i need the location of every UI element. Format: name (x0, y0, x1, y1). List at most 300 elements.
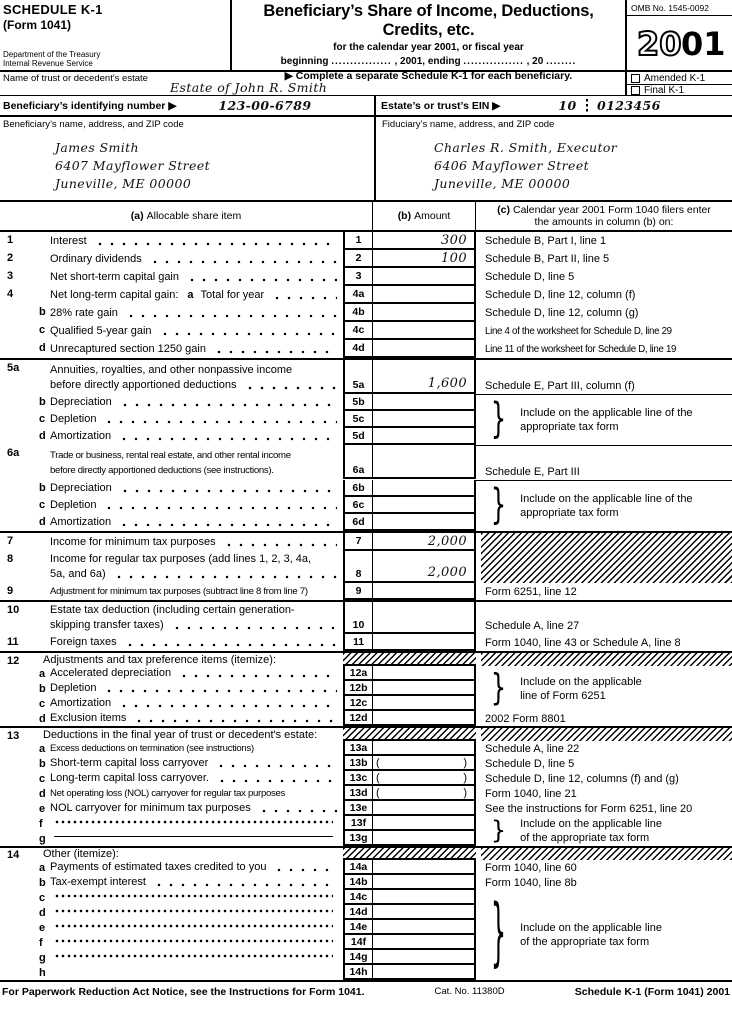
line-number-label (0, 497, 30, 514)
fiduciary-name: Charles R. Smith, Executor (434, 140, 618, 155)
item-text (50, 816, 343, 831)
line-letter-label: a (39, 668, 46, 680)
fiduciary-address-value (434, 139, 732, 193)
beneficiary-id-label: Beneficiary’s identifying number ▶ (3, 99, 177, 112)
amount-value: 2,000 (427, 533, 467, 549)
column-c-cell (476, 232, 732, 358)
line-number-box: 13d (343, 786, 373, 801)
fiscal-beginning-field[interactable]: ................ (331, 56, 392, 67)
hatched-area (343, 728, 476, 741)
band-rows (0, 741, 476, 816)
amount-box-6d[interactable] (373, 514, 476, 531)
item-line (50, 324, 343, 339)
item-label: Income for regular tax purposes (add lines 1, 2, 3, 4a, (50, 553, 312, 565)
line-number-label (0, 860, 30, 875)
form-title-block (232, 0, 625, 82)
item-cell (0, 445, 343, 479)
table-row (0, 634, 476, 651)
line-letter-label: d (39, 430, 46, 442)
band-rows (0, 533, 476, 583)
estate-name-label: Name of trust or decedent's estate (3, 73, 148, 84)
item-label: Net operating loss (NOL) carryover for regular tax purposes (50, 788, 286, 799)
beneficiary-name: James Smith (55, 140, 139, 155)
line-number-label: 8 (7, 553, 14, 565)
beneficiary-id-value: 123-00-6789 (218, 98, 312, 113)
form-number: (Form 1041) (3, 18, 72, 32)
item-text (50, 634, 343, 651)
item-line (50, 954, 343, 962)
dot-leaders (113, 567, 337, 582)
item-text (50, 741, 343, 756)
dot-leaders (103, 681, 337, 696)
amount-box-14h[interactable] (373, 965, 476, 980)
line-letter-label: b (39, 758, 46, 770)
band-rows (0, 666, 476, 711)
line-number-box: 10 (343, 602, 373, 634)
item-text (50, 411, 343, 428)
item-text (50, 831, 343, 846)
line-number-box: 13e (343, 801, 373, 816)
brace-icon: } (490, 480, 507, 530)
item-cell (0, 756, 343, 771)
item-label: Total for year (200, 288, 265, 301)
amount-box-12d[interactable] (373, 711, 476, 726)
ein-suffix-value: 0123456 (597, 98, 661, 113)
line-number-box: 13b (343, 756, 373, 771)
table-band (0, 394, 732, 445)
column-c-cell (476, 890, 732, 980)
item-text (50, 905, 343, 920)
line-letter-label: c (39, 499, 46, 511)
line-letter-label: f (39, 937, 43, 949)
amount-box-5a[interactable] (373, 360, 476, 394)
amount-box-5d[interactable] (373, 428, 476, 445)
beneficiary-street: 6407 Mayflower Street (55, 158, 211, 173)
item-line (50, 756, 343, 771)
amount-box-4c[interactable] (373, 322, 476, 340)
amount-box-13f[interactable] (373, 816, 476, 831)
item-label: Unrecaptured section 1250 gain (50, 342, 206, 355)
table-band (0, 232, 732, 358)
item-cell (0, 965, 343, 980)
form1040-reference: Form 1040, line 21 (485, 787, 577, 800)
fiscal-year-field[interactable]: ........ (546, 56, 577, 67)
form1040-reference: Schedule D, line 12, column (g) (485, 307, 639, 319)
amount-box-6c[interactable] (373, 497, 476, 514)
table-row (0, 801, 476, 816)
amount-box-1[interactable] (373, 232, 476, 250)
item-cell (0, 741, 343, 756)
amended-k1-checkbox[interactable] (631, 74, 640, 83)
brace-note (520, 675, 642, 703)
table-row (0, 411, 476, 428)
band-rows (0, 232, 476, 358)
line-number-box: 5d (343, 428, 373, 445)
amount-value: 300 (440, 232, 467, 248)
line-number-box: 13f (343, 816, 373, 831)
item-line (50, 584, 343, 599)
line-number-label (0, 411, 30, 428)
amount-box-5c[interactable] (373, 411, 476, 428)
item-text (50, 786, 343, 801)
band-rows (0, 860, 476, 890)
item-cell (0, 533, 343, 551)
form-instruction: ▶ Complete a separate Schedule K-1 for each beneficiary. (284, 70, 573, 82)
item-line (50, 412, 343, 427)
hatched-area (481, 848, 732, 860)
fiscal-ending-field[interactable]: ................ (463, 56, 524, 67)
item-cell (0, 666, 343, 681)
schedule-label: SCHEDULE K-1 (3, 2, 103, 17)
item-cell (0, 232, 343, 250)
item-cell (0, 360, 343, 394)
item-cell (0, 250, 343, 268)
line-number-label (0, 831, 30, 846)
table-header (0, 200, 732, 232)
write-in-line[interactable] (54, 954, 333, 958)
amount-box-6b[interactable] (373, 480, 476, 497)
dot-leaders (94, 234, 337, 249)
agency-line2: Internal Revenue Service (3, 59, 93, 68)
final-k1-checkbox[interactable] (631, 86, 640, 95)
line-number-box: 4b (343, 304, 373, 322)
amount-box-13a[interactable] (373, 741, 476, 756)
line-number-label: 9 (7, 585, 14, 597)
item-text (50, 304, 343, 322)
item-text (50, 696, 343, 711)
amount-box-11[interactable] (373, 634, 476, 651)
table-row (0, 322, 476, 340)
estate-ein-label: Estate’s or trust’s EIN ▶ (381, 99, 501, 112)
amount-box-14a[interactable] (373, 860, 476, 875)
item-cell (0, 905, 343, 920)
item-line (50, 288, 343, 303)
write-in-line[interactable] (54, 924, 333, 928)
amount-box-4d[interactable] (373, 340, 476, 358)
item-label: Depletion (50, 413, 97, 425)
open-paren: ( (376, 756, 380, 769)
brace-note-line: appropriate tax form (520, 421, 619, 433)
column-c-header (476, 202, 732, 230)
fiduciary-street: 6406 Mayflower Street (434, 158, 590, 173)
beneficiary-id-field[interactable] (0, 96, 376, 115)
estate-ein-field[interactable] (376, 96, 732, 115)
year-outline-digits: 20 (636, 25, 682, 62)
form1040-reference: Line 4 of the worksheet for Schedule D, line 29 (485, 325, 672, 337)
amount-box-3[interactable] (373, 268, 476, 286)
line-number-label (0, 304, 30, 322)
line-number-label: 12 (7, 654, 20, 667)
table-row (0, 445, 476, 479)
line-number-box: 7 (343, 533, 373, 551)
item-text (50, 965, 343, 980)
item-line (50, 429, 343, 444)
column-c-cell (476, 602, 732, 651)
amount-box-2[interactable] (373, 250, 476, 268)
amount-box-4a[interactable] (373, 286, 476, 304)
item-cell (0, 583, 343, 600)
dot-leaders (216, 771, 337, 786)
item-label: Ordinary dividends (50, 252, 142, 265)
item-text (50, 232, 343, 250)
line-number-label: 2 (7, 252, 14, 264)
line-letter-label (30, 551, 50, 583)
write-in-line[interactable] (54, 836, 333, 837)
dot-leaders (103, 498, 337, 513)
line-letter-label: b (39, 877, 46, 889)
column-c-cell (476, 394, 732, 445)
line-number-box: 12a (343, 666, 373, 681)
line-number-label (0, 816, 30, 831)
item-label: Excess deductions on termination (see instructions) (50, 743, 254, 754)
section-label (0, 728, 343, 741)
item-cell (0, 801, 343, 816)
amount-box-4b[interactable] (373, 304, 476, 322)
item-text (50, 875, 343, 890)
table-row (0, 360, 476, 394)
omb-year-block (625, 0, 732, 70)
table-band (0, 531, 732, 583)
close-paren: ) (463, 771, 467, 784)
amount-box-12c[interactable] (373, 696, 476, 711)
item-label: Adjustment for minimum tax purposes (subtract line 8 from line 7) (50, 586, 308, 597)
form1040-reference: Schedule D, line 5 (485, 757, 575, 770)
line-number-label: 6a (7, 447, 20, 459)
line-number-label (0, 905, 30, 920)
ein-prefix-value: 10 (558, 98, 577, 113)
item-line (50, 306, 343, 321)
line-number-label (0, 756, 30, 771)
form1040-reference: Line 11 of the worksheet for Schedule D, line 19 (485, 343, 677, 355)
fiscal-year-line (232, 56, 625, 67)
line-number-box: 4d (343, 340, 373, 358)
line-number-box: 6a (343, 445, 373, 479)
open-paren: ( (376, 771, 380, 784)
line-letter-label (30, 634, 50, 651)
dot-leaders (159, 324, 337, 339)
line-number-box: 5b (343, 394, 373, 411)
hatched-area (343, 848, 476, 860)
fiduciary-city-state-zip: Juneville, ME 00000 (434, 176, 571, 191)
write-in-line[interactable] (54, 939, 333, 943)
amount-box-9[interactable] (373, 583, 476, 600)
line-number-label (0, 480, 30, 497)
brace-note-line: Include on the applicable line (520, 818, 662, 830)
brace-icon: } (490, 890, 507, 977)
column-a-header (0, 202, 373, 230)
amount-box-14f[interactable] (373, 935, 476, 950)
item-line (50, 875, 343, 890)
item-text (50, 480, 343, 497)
line-number-box: 12c (343, 696, 373, 711)
form1040-reference: Schedule D, line 12, column (f) (485, 289, 636, 301)
amount-box-14d[interactable] (373, 905, 476, 920)
item-cell (0, 950, 343, 965)
brace-note-line: Include on the applicable line (520, 922, 662, 934)
item-text (50, 860, 343, 875)
line-letter-label: b (39, 683, 46, 695)
item-line (50, 603, 343, 618)
table-row (0, 286, 476, 304)
form1040-reference: Schedule E, Part III (485, 466, 580, 478)
line-number-label (0, 322, 30, 340)
agency-lines (3, 50, 226, 68)
hatched-area (481, 728, 732, 741)
amount-box-8[interactable] (373, 551, 476, 583)
line-letter-label: d (39, 788, 46, 800)
item-label: Income for minimum tax purposes (50, 535, 216, 548)
fiscal-year-label: , 20 (526, 56, 544, 67)
item-cell (0, 816, 343, 831)
table-row (0, 831, 476, 846)
final-k1-row (627, 84, 732, 96)
dot-leaders (178, 666, 337, 681)
dot-leaders (258, 801, 337, 816)
item-line (50, 481, 343, 496)
item-text (50, 771, 343, 786)
line-number-box: 4c (343, 322, 373, 340)
item-cell (0, 696, 343, 711)
item-cell (0, 890, 343, 905)
table-row (0, 905, 476, 920)
dot-leaders (213, 342, 337, 357)
amount-box-5b[interactable] (373, 394, 476, 411)
line-number-label (0, 920, 30, 935)
item-label: Accelerated depreciation (50, 667, 172, 679)
beneficiary-address-field[interactable] (0, 117, 376, 200)
column-b-prefix: (b) (397, 210, 412, 222)
dot-leaders (244, 378, 337, 393)
band-rows (0, 711, 476, 726)
column-a-title: Allocable share item (146, 210, 242, 222)
table-row (0, 304, 476, 322)
table-row (0, 250, 476, 268)
amount-box-12a[interactable] (373, 666, 476, 681)
column-b-header (373, 202, 476, 230)
line-number-box: 5c (343, 411, 373, 428)
line-letter-label: g (39, 952, 46, 964)
dot-leaders (125, 306, 337, 321)
amount-box-13e[interactable] (373, 801, 476, 816)
line-letter-label: b (39, 396, 46, 408)
amount-box-12b[interactable] (373, 681, 476, 696)
line-letter-label: c (39, 773, 46, 785)
line-number-label (0, 340, 30, 358)
item-text (50, 935, 343, 950)
item-label: Qualified 5-year gain (50, 324, 152, 337)
line-number-label (0, 875, 30, 890)
item-label: Exclusion items (50, 712, 127, 724)
item-cell (0, 497, 343, 514)
line-number-box: 12b (343, 681, 373, 696)
item-line (50, 515, 343, 530)
line-letter-label: e (39, 803, 46, 815)
column-c-cell (476, 860, 732, 890)
item-cell (0, 322, 343, 340)
line-letter-label: f (39, 818, 43, 830)
estate-name-field[interactable] (0, 72, 625, 95)
write-in-line[interactable] (54, 820, 333, 824)
item-cell (0, 268, 343, 286)
brace-note-line: of the appropriate tax form (520, 832, 650, 844)
k1-status-checkboxes (625, 72, 732, 95)
amount-box-7[interactable] (373, 533, 476, 551)
amount-box-10[interactable] (373, 602, 476, 634)
item-line (50, 567, 343, 582)
item-text (50, 711, 343, 726)
amount-box-13g[interactable] (373, 831, 476, 846)
item-cell (0, 875, 343, 890)
table-band (0, 358, 732, 394)
item-cell (0, 428, 343, 445)
line-number-box: 13c (343, 771, 373, 786)
fiduciary-address-field[interactable] (376, 117, 732, 200)
line-letter-label: d (39, 342, 46, 354)
column-c-prefix: (c) (497, 204, 510, 216)
table-row (0, 514, 476, 531)
amount-box-13b[interactable] (373, 756, 476, 771)
table-row (0, 666, 476, 681)
omb-number: OMB No. 1545-0092 (627, 0, 732, 16)
column-a-prefix: (a) (130, 210, 144, 222)
dot-leaders (118, 696, 337, 711)
ein-separator-icon (586, 99, 589, 112)
amount-value: 2,000 (427, 565, 467, 580)
line-number-box: 14a (343, 860, 373, 875)
brace-note-line: Include on the applicable line of the (520, 493, 693, 505)
item-label: Amortization (50, 516, 112, 528)
write-in-line[interactable] (54, 909, 333, 913)
table-band (0, 816, 732, 846)
item-text (50, 681, 343, 696)
table-row (0, 741, 476, 756)
line-letter-label (30, 232, 50, 250)
table-row (0, 480, 476, 497)
item-line (50, 363, 343, 378)
item-text (50, 394, 343, 411)
line-number-box: 3 (343, 268, 373, 286)
item-line (50, 801, 343, 816)
amount-box-14e[interactable] (373, 920, 476, 935)
column-c-cell (476, 583, 732, 600)
form1040-reference: Schedule E, Part III, column (f) (485, 380, 635, 392)
table-row (0, 756, 476, 771)
item-text (50, 533, 343, 551)
amount-box-14c[interactable] (373, 890, 476, 905)
brace-note (520, 921, 662, 949)
item-label: Foreign taxes (50, 636, 117, 648)
item-label: Interest (50, 234, 87, 247)
column-c-cell (481, 533, 732, 583)
line-number-label (0, 771, 30, 786)
dot-leaders (103, 412, 337, 427)
line-letter-label: c (39, 892, 46, 904)
dot-leaders (171, 618, 337, 633)
write-in-line[interactable] (54, 894, 333, 898)
line-number-label: 7 (7, 535, 14, 547)
amount-box-14b[interactable] (373, 875, 476, 890)
amount-box-6a[interactable] (373, 445, 476, 479)
line-number-label (0, 514, 30, 531)
brace-icon: } (490, 666, 507, 710)
amount-box-14g[interactable] (373, 950, 476, 965)
item-line (50, 711, 343, 726)
section-label-text: Other (itemize): (43, 848, 119, 860)
line-letter-label (30, 286, 50, 304)
amount-box-13d[interactable] (373, 786, 476, 801)
column-c-cell (476, 666, 732, 711)
amount-box-13c[interactable] (373, 771, 476, 786)
